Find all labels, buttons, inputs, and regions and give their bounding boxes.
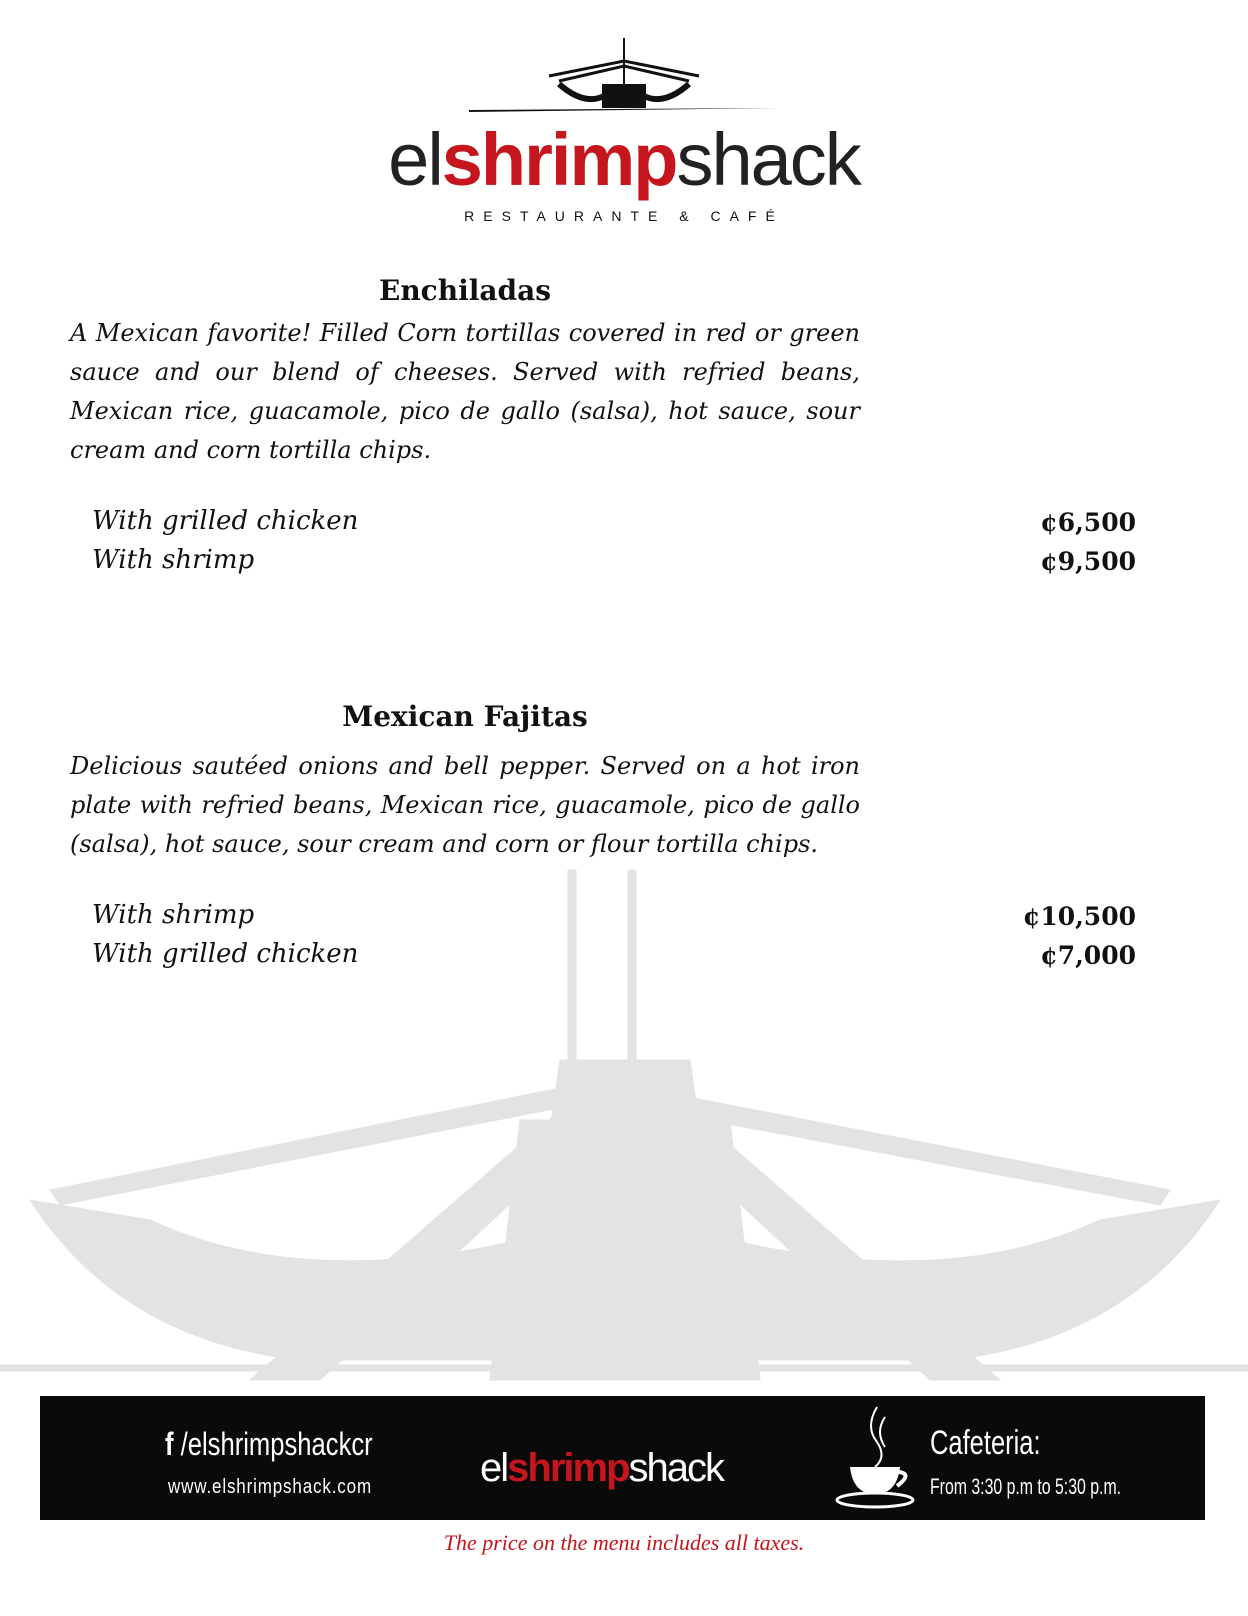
tax-note: The price on the menu includes all taxes.: [443, 1530, 805, 1555]
ship-logo-icon: [409, 36, 839, 116]
menu-item-price: ¢9,500: [1040, 547, 1136, 576]
coffee-cup-icon: [835, 1402, 920, 1512]
footer-logo: elshrimpshack: [480, 1446, 723, 1490]
menu-item-price: ¢6,500: [1040, 508, 1136, 537]
facebook-icon: f: [165, 1426, 174, 1462]
menu-item-price: ¢7,000: [1040, 941, 1136, 970]
cafeteria-hours: From 3:30 p.m to 5:30 p.m.: [930, 1474, 1122, 1499]
website-link[interactable]: www.elshrimpshack.com: [168, 1476, 372, 1498]
logo-shack: shack: [676, 118, 860, 201]
menu-item-name: With grilled chicken: [92, 506, 359, 536]
menu-item-name: With shrimp: [92, 545, 255, 575]
menu-item-name: With grilled chicken: [92, 939, 359, 969]
logo-shrimp: shrimp: [441, 118, 677, 201]
section-description: A Mexican favorite! Filled Corn tortillas covered in red or green sauce and our blend of cheeses. Served with refried beans, Mexican rice, guacamole, pico de gallo (salsa), hot sauce, sour cream and corn tortilla chips.: [70, 319, 860, 464]
menu-item-price: ¢10,500: [1022, 902, 1136, 931]
logo-el: el: [388, 118, 442, 201]
facebook-link[interactable]: [165, 1426, 373, 1463]
section-title: Enchiladas: [378, 274, 551, 307]
brand-logo: [0, 36, 1248, 224]
section-description: Delicious sautéed onions and bell pepper. Served on a hot iron plate with refried beans, Mexican rice, guacamole, pico de gallo (salsa), hot sauce, sour cream and corn or flour tortilla chips.: [70, 752, 860, 858]
menu-item-name: With shrimp: [92, 900, 255, 930]
tagline: RESTAURANTE & CAFÉ: [464, 208, 784, 224]
footer-band: [40, 1396, 1205, 1520]
facebook-handle: /elshrimpshackcr: [180, 1426, 373, 1462]
cafeteria-label: Cafeteria:: [930, 1424, 1041, 1462]
section-title: Mexican Fajitas: [342, 700, 588, 733]
